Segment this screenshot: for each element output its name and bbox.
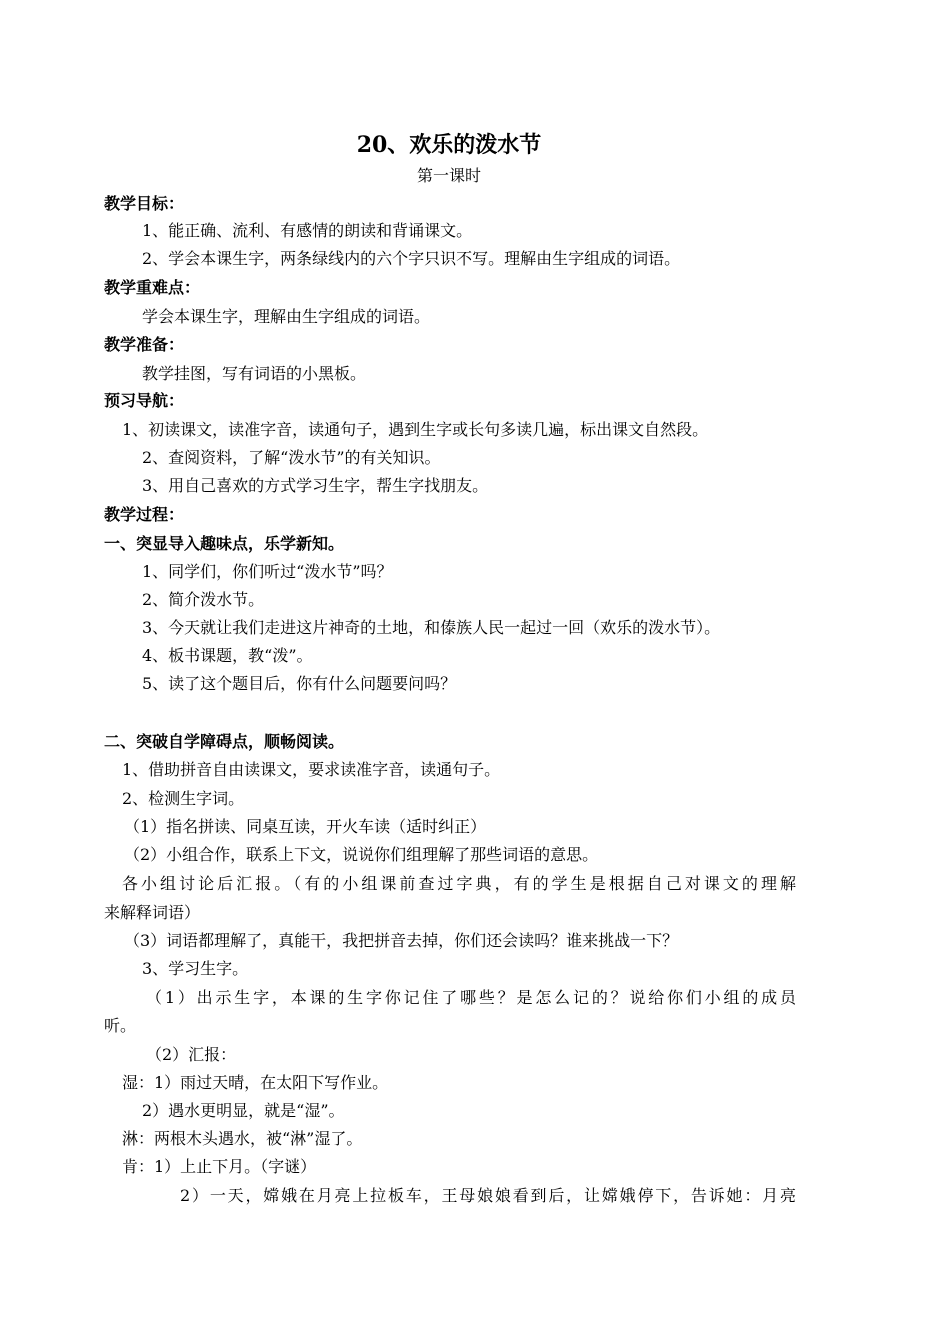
char-shi-line-1: 湿：1）雨过天晴，在太阳下写作业。 — [122, 1073, 389, 1092]
step-two-sub-1: （1）指名拼读、同桌互读，开火车读（适时纠正） — [124, 817, 487, 836]
document-title: 20、欢乐的泼水节 — [356, 132, 542, 158]
step-one-item-1: 1、同学们，你们听过“泼水节”吗？ — [142, 562, 393, 581]
preview-item-2: 2、查阅资料，了解“泼水节”的有关知识。 — [142, 448, 441, 467]
char-shi-line-2: 2）遇水更明显，就是“湿”。 — [142, 1101, 345, 1120]
char-ken-line-2: 2）一天，嫦娥在月亮上拉板车，王母娘娘看到后，让嫦娥停下，告诉她：月亮 — [180, 1186, 796, 1205]
step-two-item-3: 3、学习生字。 — [142, 959, 249, 978]
step-one-item-3: 3、今天就让我们走进这片神奇的土地，和傣族人民一起过一回（欢乐的泼水节）。 — [142, 618, 721, 637]
character-sub-2: （2）汇报： — [146, 1045, 237, 1064]
char-lin-line: 淋：两根木头遇水，被“淋”湿了。 — [122, 1129, 363, 1148]
step-one-item-2: 2、简介泼水节。 — [142, 590, 265, 609]
step-one-item-5: 5、读了这个题目后，你有什么问题要问吗？ — [142, 674, 457, 693]
character-sub-1-line-1: （1）出示生字，本课的生字你记住了哪些？是怎么记的？说给你们小组的成员 — [146, 988, 796, 1007]
character-sub-1-line-2: 听。 — [104, 1016, 137, 1035]
step-one-item-4: 4、板书课题，教“泼”。 — [142, 646, 313, 665]
step-two-item-2: 2、检测生字词。 — [122, 789, 245, 808]
section-heading-preparation: 教学准备： — [104, 335, 185, 354]
step-two-heading: 二、突破自学障碍点，顺畅阅读。 — [104, 732, 345, 751]
char-ken-line-1: 肯：1）上止下月。（字谜） — [122, 1157, 317, 1176]
step-one-heading: 一、突显导入趣味点，乐学新知。 — [104, 534, 345, 553]
section-heading-preview: 预习导航： — [104, 391, 185, 410]
document-subtitle: 第一课时 — [416, 166, 481, 185]
section-heading-key-points: 教学重难点： — [104, 278, 201, 297]
preparation-text: 教学挂图，写有词语的小黑板。 — [142, 364, 367, 383]
step-two-sub-3: （3）词语都理解了，真能干，我把拼音去掉，你们还会读吗？谁来挑战一下？ — [124, 931, 679, 950]
step-two-sub-2: （2）小组合作，联系上下文，说说你们组理解了那些词语的意思。 — [124, 845, 599, 864]
section-heading-process: 教学过程： — [104, 505, 185, 524]
step-two-paragraph-line-1: 各小组讨论后汇报。（有的小组课前查过字典，有的学生是根据自己对课文的理解 — [122, 874, 796, 893]
preview-item-3: 3、用自己喜欢的方式学习生字，帮生字找朋友。 — [142, 476, 489, 495]
key-point-text: 学会本课生字，理解由生字组成的词语。 — [142, 307, 431, 326]
step-two-item-1: 1、借助拼音自由读课文，要求读准字音，读通句子。 — [122, 760, 501, 779]
section-heading-goals: 教学目标： — [104, 194, 185, 213]
goal-item-1: 1、能正确、流利、有感情的朗读和背诵课文。 — [142, 221, 473, 240]
preview-item-1: 1、初读课文，读准字音，读通句子，遇到生字或长句多读几遍，标出课文自然段。 — [122, 420, 709, 439]
goal-item-2: 2、学会本课生字，两条绿线内的六个字只识不写。理解由生字组成的词语。 — [142, 249, 681, 268]
step-two-paragraph-line-2: 来解释词语） — [104, 903, 201, 922]
